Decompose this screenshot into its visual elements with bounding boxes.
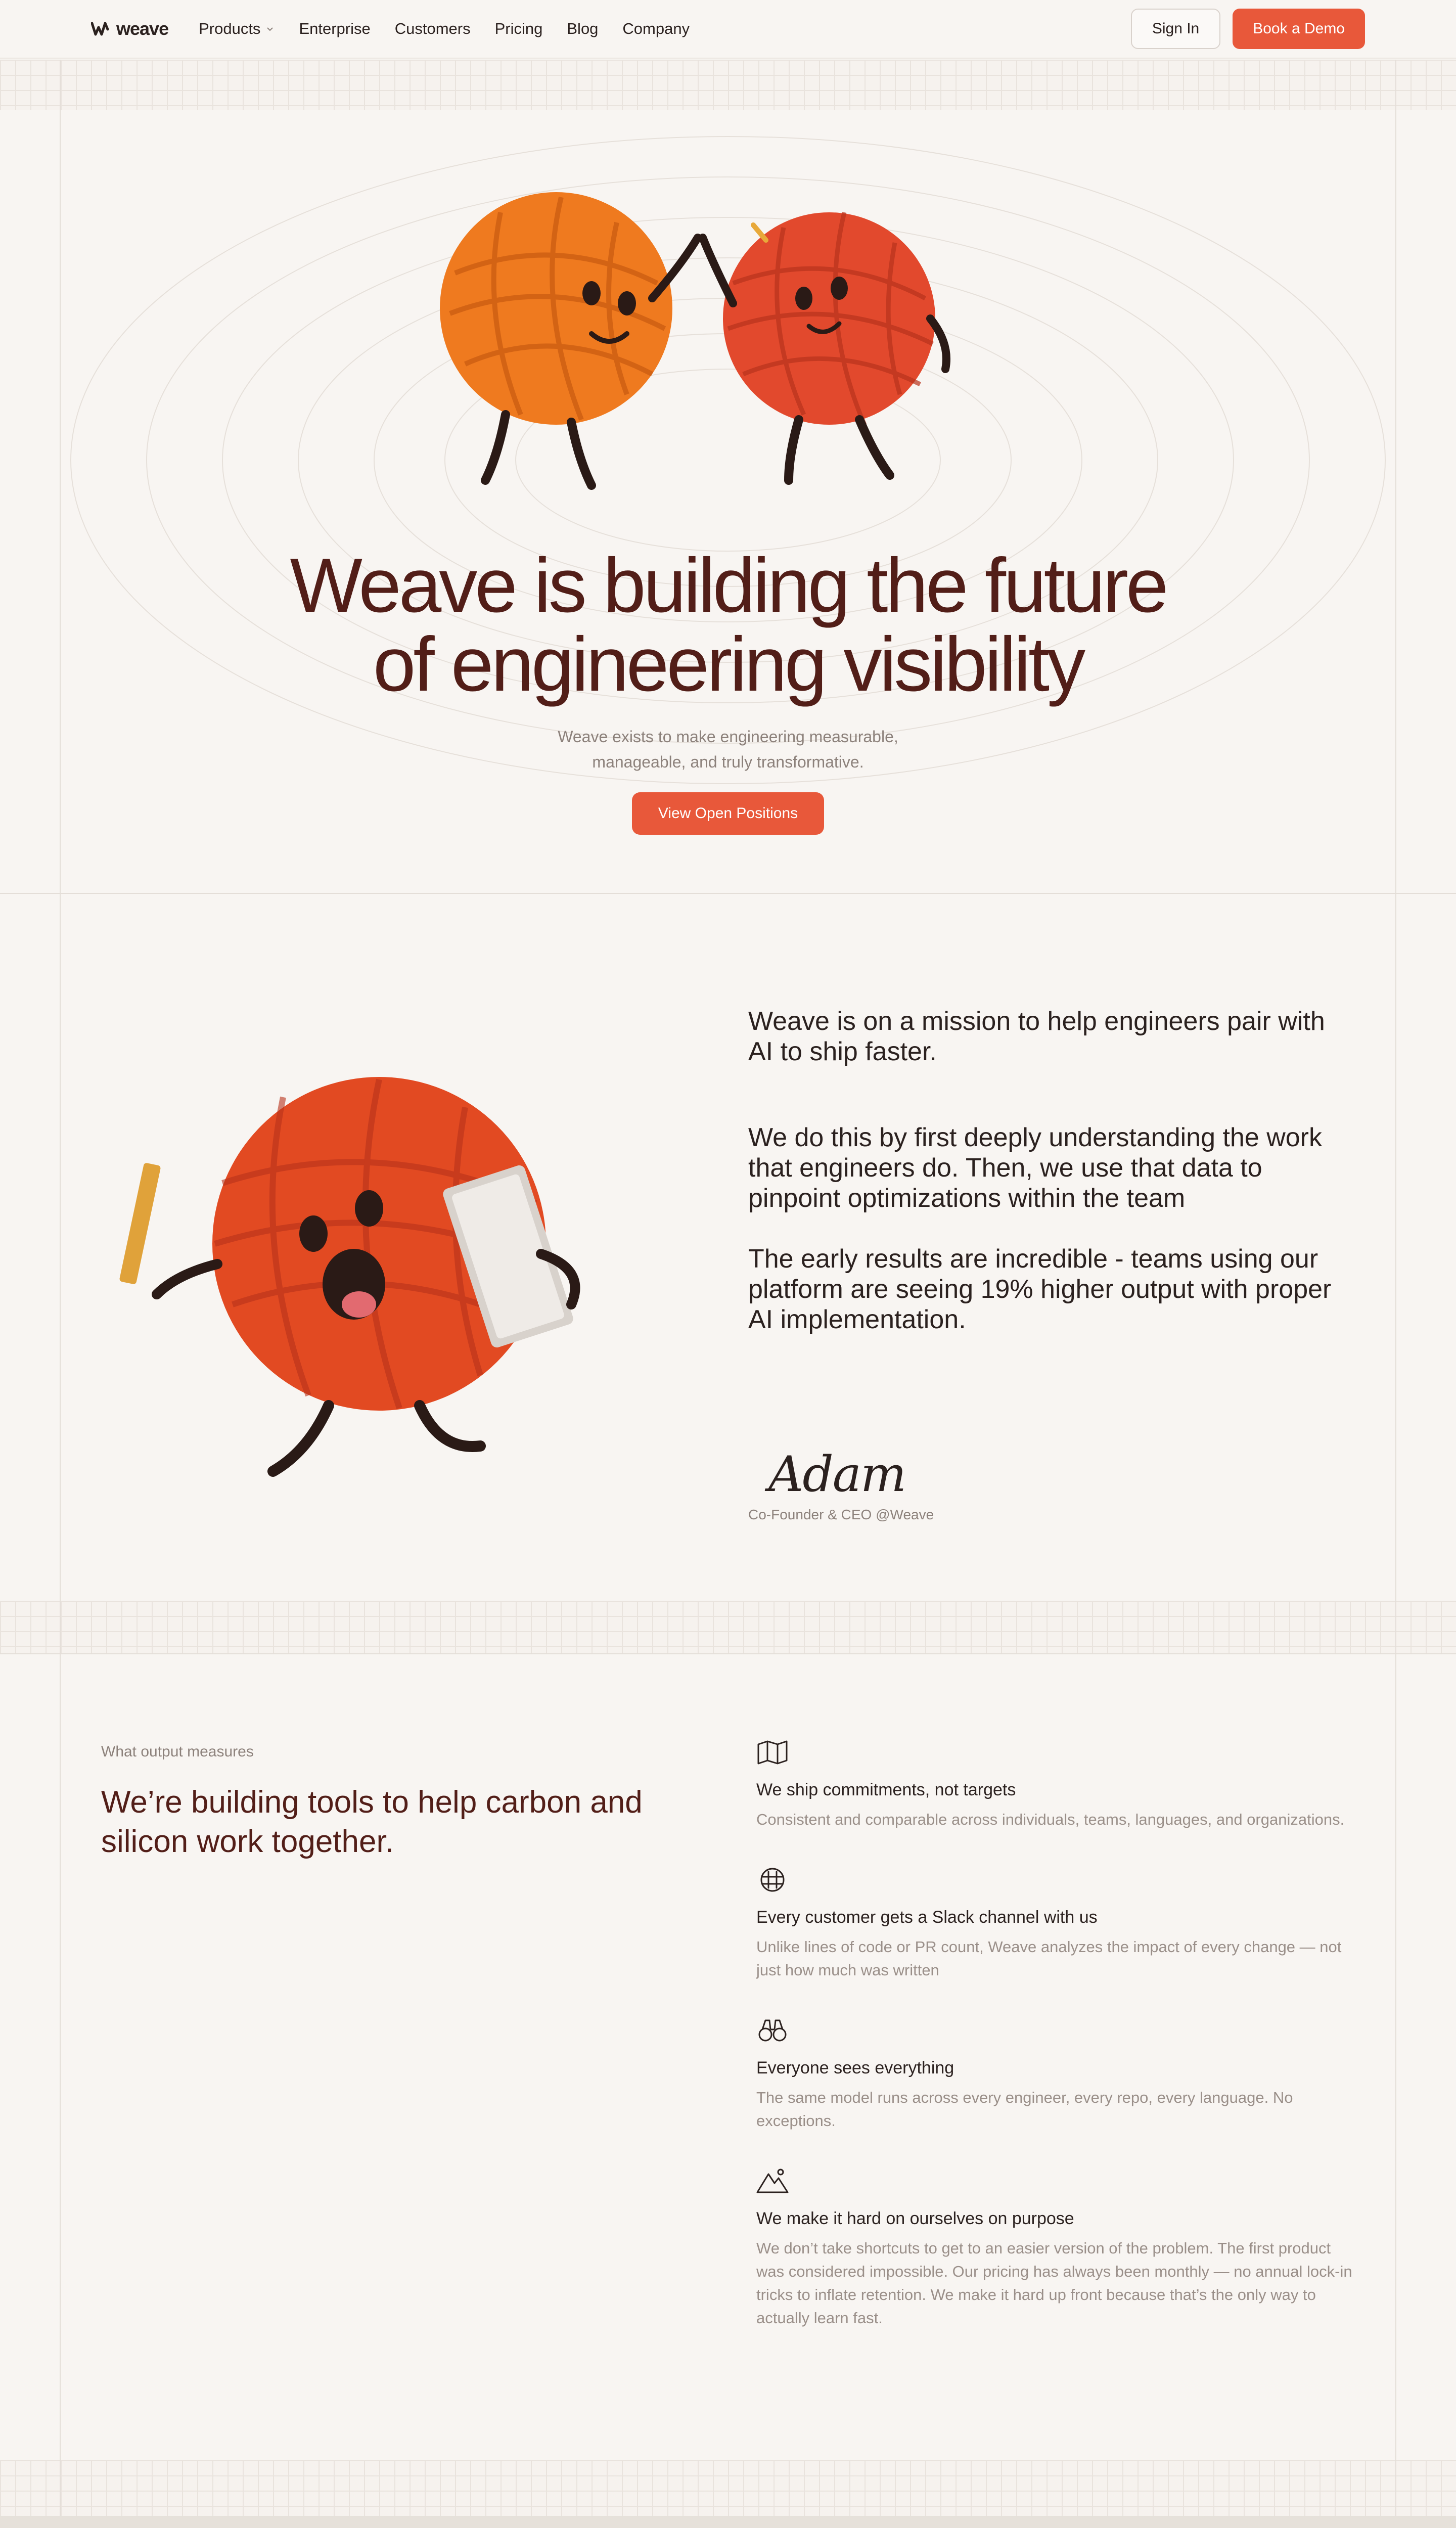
weave-logo-icon bbox=[91, 21, 110, 36]
hero-mascots-high-five bbox=[389, 152, 1046, 506]
value-description: Consistent and comparable across individuals, teams, languages, and organizations. bbox=[756, 1811, 1345, 1828]
nav-actions bbox=[1131, 9, 1365, 49]
nav-pricing[interactable]: Pricing bbox=[494, 20, 543, 37]
grid-strip-top bbox=[0, 60, 1456, 110]
list-item bbox=[756, 2168, 1353, 2330]
hero-title-line-1: Weave is building the future bbox=[290, 543, 1166, 628]
mission-paragraph-1: Weave is on a mission to help engineers pair with AI to ship faster. bbox=[748, 1007, 1325, 1066]
value-description: Unlike lines of code or PR count, Weave analyzes the impact of every change — not just how much was written bbox=[756, 1938, 1342, 1979]
binoculars-icon bbox=[756, 2017, 789, 2044]
hero-subtitle: Weave exists to make engineering measurable, manageable, and truly transformative. bbox=[558, 728, 898, 771]
output-title: We’re building tools to help carbon and silicon work together. bbox=[101, 1785, 643, 1859]
cta-band bbox=[0, 2516, 1456, 2528]
mission-paragraph-3: The early results are incredible - teams using our platform are seeing 19% higher output with proper AI implementation. bbox=[748, 1244, 1332, 1334]
list-item bbox=[756, 1867, 1353, 1982]
nav-customers[interactable]: Customers bbox=[394, 20, 471, 37]
nav-products[interactable] bbox=[199, 20, 275, 38]
map-icon bbox=[756, 1739, 789, 1766]
slack-icon bbox=[756, 1867, 789, 1893]
value-title: Everyone sees everything bbox=[756, 2058, 954, 2078]
nav-enterprise[interactable]: Enterprise bbox=[299, 20, 371, 37]
hero-title bbox=[152, 543, 1304, 707]
top-nav bbox=[0, 0, 1456, 59]
list-item bbox=[756, 1739, 1353, 1831]
grid-strip-bottom bbox=[0, 2460, 1456, 2516]
orange-yarn-ball-icon bbox=[440, 192, 698, 485]
red-yarn-ball-icon bbox=[703, 212, 946, 480]
section-divider-2 bbox=[0, 1653, 1456, 1654]
view-open-positions-button[interactable]: View Open Positions bbox=[632, 792, 824, 835]
book-demo-button[interactable]: Book a Demo bbox=[1233, 9, 1365, 49]
nav-links bbox=[199, 20, 690, 38]
output-kicker: What output measures bbox=[101, 1743, 254, 1760]
value-description: The same model runs across every engineer, every repo, every language. No exceptions. bbox=[756, 2089, 1293, 2130]
grid-strip-mid bbox=[0, 1601, 1456, 1654]
sign-in-button[interactable]: Sign In bbox=[1131, 9, 1220, 49]
output-values-list bbox=[756, 1739, 1353, 2365]
section-divider-1 bbox=[0, 893, 1456, 894]
logo[interactable] bbox=[91, 18, 168, 39]
mission-statement bbox=[748, 1006, 1345, 1390]
value-description: We don’t take shortcuts to get to an easier version of the problem. The first product was considered impossible. Our pricing has always been monthly — no annual lock-in tricks to inflate retention. We make it hard up front because that’s the only way to actually learn fast. bbox=[756, 2239, 1352, 2327]
mission-mascot-with-pencil bbox=[116, 1031, 662, 1527]
mountain-icon bbox=[756, 2168, 789, 2194]
chevron-down-icon bbox=[265, 24, 275, 33]
nav-products-label: Products bbox=[199, 20, 261, 37]
ceo-signature: Adam bbox=[768, 1446, 906, 1503]
nav-blog[interactable]: Blog bbox=[567, 20, 599, 37]
nav-company[interactable]: Company bbox=[622, 20, 690, 37]
value-title: Every customer gets a Slack channel with us bbox=[756, 1908, 1098, 1927]
list-item bbox=[756, 2017, 1353, 2133]
hero-title-line-2: of engineering visibility bbox=[373, 621, 1083, 707]
value-title: We make it hard on ourselves on purpose bbox=[756, 2209, 1074, 2228]
ceo-role: Co-Founder & CEO @Weave bbox=[748, 1507, 934, 1522]
mission-paragraph-2: We do this by first deeply understanding the work that engineers do. Then, we use that data to pinpoint optimizations within the team bbox=[748, 1123, 1322, 1213]
value-title: We ship commitments, not targets bbox=[756, 1780, 1016, 1799]
frame-line-right bbox=[1395, 60, 1396, 2516]
logo-text: weave bbox=[116, 18, 169, 39]
